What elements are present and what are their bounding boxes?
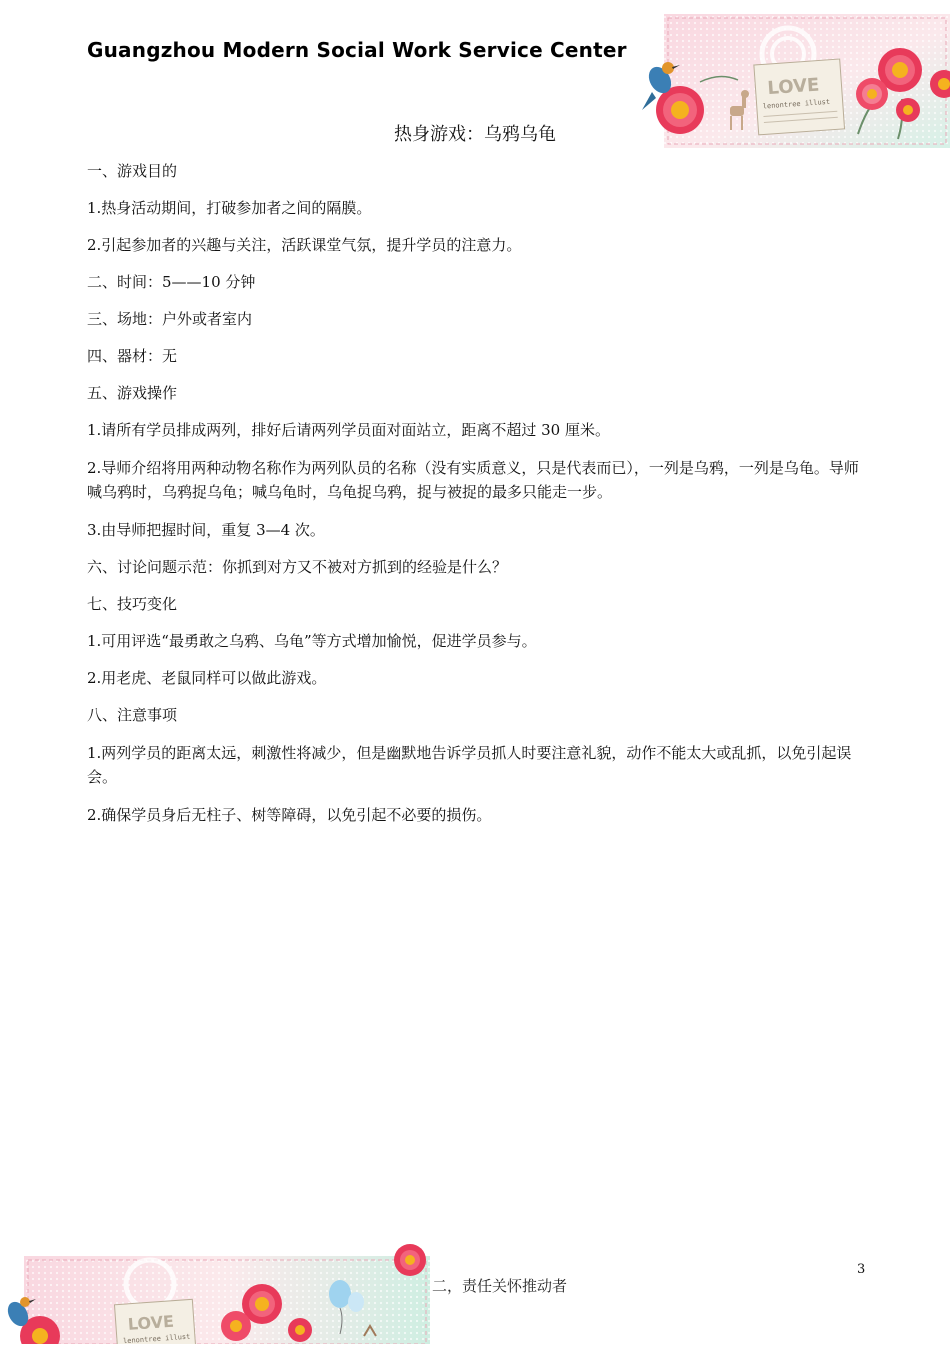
section-heading-notes: 八、注意事项 <box>87 706 178 724</box>
section-heading-venue: 三、场地：户外或者室内 <box>87 310 253 328</box>
document-title <box>0 120 950 146</box>
paragraph: 2.引起参加者的兴趣与关注，活跃课堂气氛，提升学员的注意力。 <box>87 236 522 254</box>
section-heading-operation: 五、游戏操作 <box>87 384 178 402</box>
paragraph: 1.请所有学员排成两列，排好后请两列学员面对面站立，距离不超过 30 厘米。 <box>87 421 610 439</box>
document-title-text: 热身游戏：乌鸦乌龟 <box>394 124 556 145</box>
love-stamp-text-bottom: LOVE <box>127 1311 175 1334</box>
section-heading-equipment: 四、器材：无 <box>87 347 178 365</box>
stamp-caption: lenontree illust <box>762 97 831 111</box>
paragraph: 1.热身活动期间，打破参加者之间的隔膜。 <box>87 199 372 217</box>
paragraph: 2.确保学员身后无柱子、树等障碍，以免引起不必要的损伤。 <box>87 806 492 824</box>
document-body <box>87 160 867 841</box>
paragraph: 1.两列学员的距离太远，刺激性将减少，但是幽默地告诉学员抓人时要注意礼貌，动作不能太大或乱抓，以免引起误会。 <box>87 744 852 786</box>
footer-slogan: 二，责任关怀推动者 <box>432 1277 568 1295</box>
paragraph: 2.用老虎、老鼠同样可以做此游戏。 <box>87 669 327 687</box>
section-heading-purpose: 一、游戏目的 <box>87 162 178 180</box>
section-heading-discussion: 六、讨论问题示范：你抓到对方又不被对方抓到的经验是什么？ <box>87 558 508 576</box>
section-heading-time: 二、时间：5——10 分钟 <box>87 273 256 291</box>
paragraph: 2.导师介绍将用两种动物名称作为两列队员的名称（没有实质意义，只是代表而已），一列是乌鸦，一列是乌龟。导师喊乌鸦时，乌鸦捉乌龟；喊乌龟时，乌龟捉乌鸦，捉与被捉的最多只能走一步。 <box>87 459 859 501</box>
paragraph: 3.由导师把握时间，重复 3—4 次。 <box>87 521 325 539</box>
organization-name: Guangzhou Modern Social Work Service Center <box>87 38 627 62</box>
stamp-caption-bottom: lenontree illust <box>122 1332 191 1344</box>
love-stamp-text: LOVE <box>766 74 821 100</box>
section-heading-variations: 七、技巧变化 <box>87 595 178 613</box>
page-number: 3 <box>857 1262 866 1277</box>
paragraph: 1.可用评选“最勇敢之乌鸦、乌龟”等方式增加愉悦，促进学员参与。 <box>87 632 537 650</box>
decorative-banner-bottom <box>0 1240 430 1344</box>
